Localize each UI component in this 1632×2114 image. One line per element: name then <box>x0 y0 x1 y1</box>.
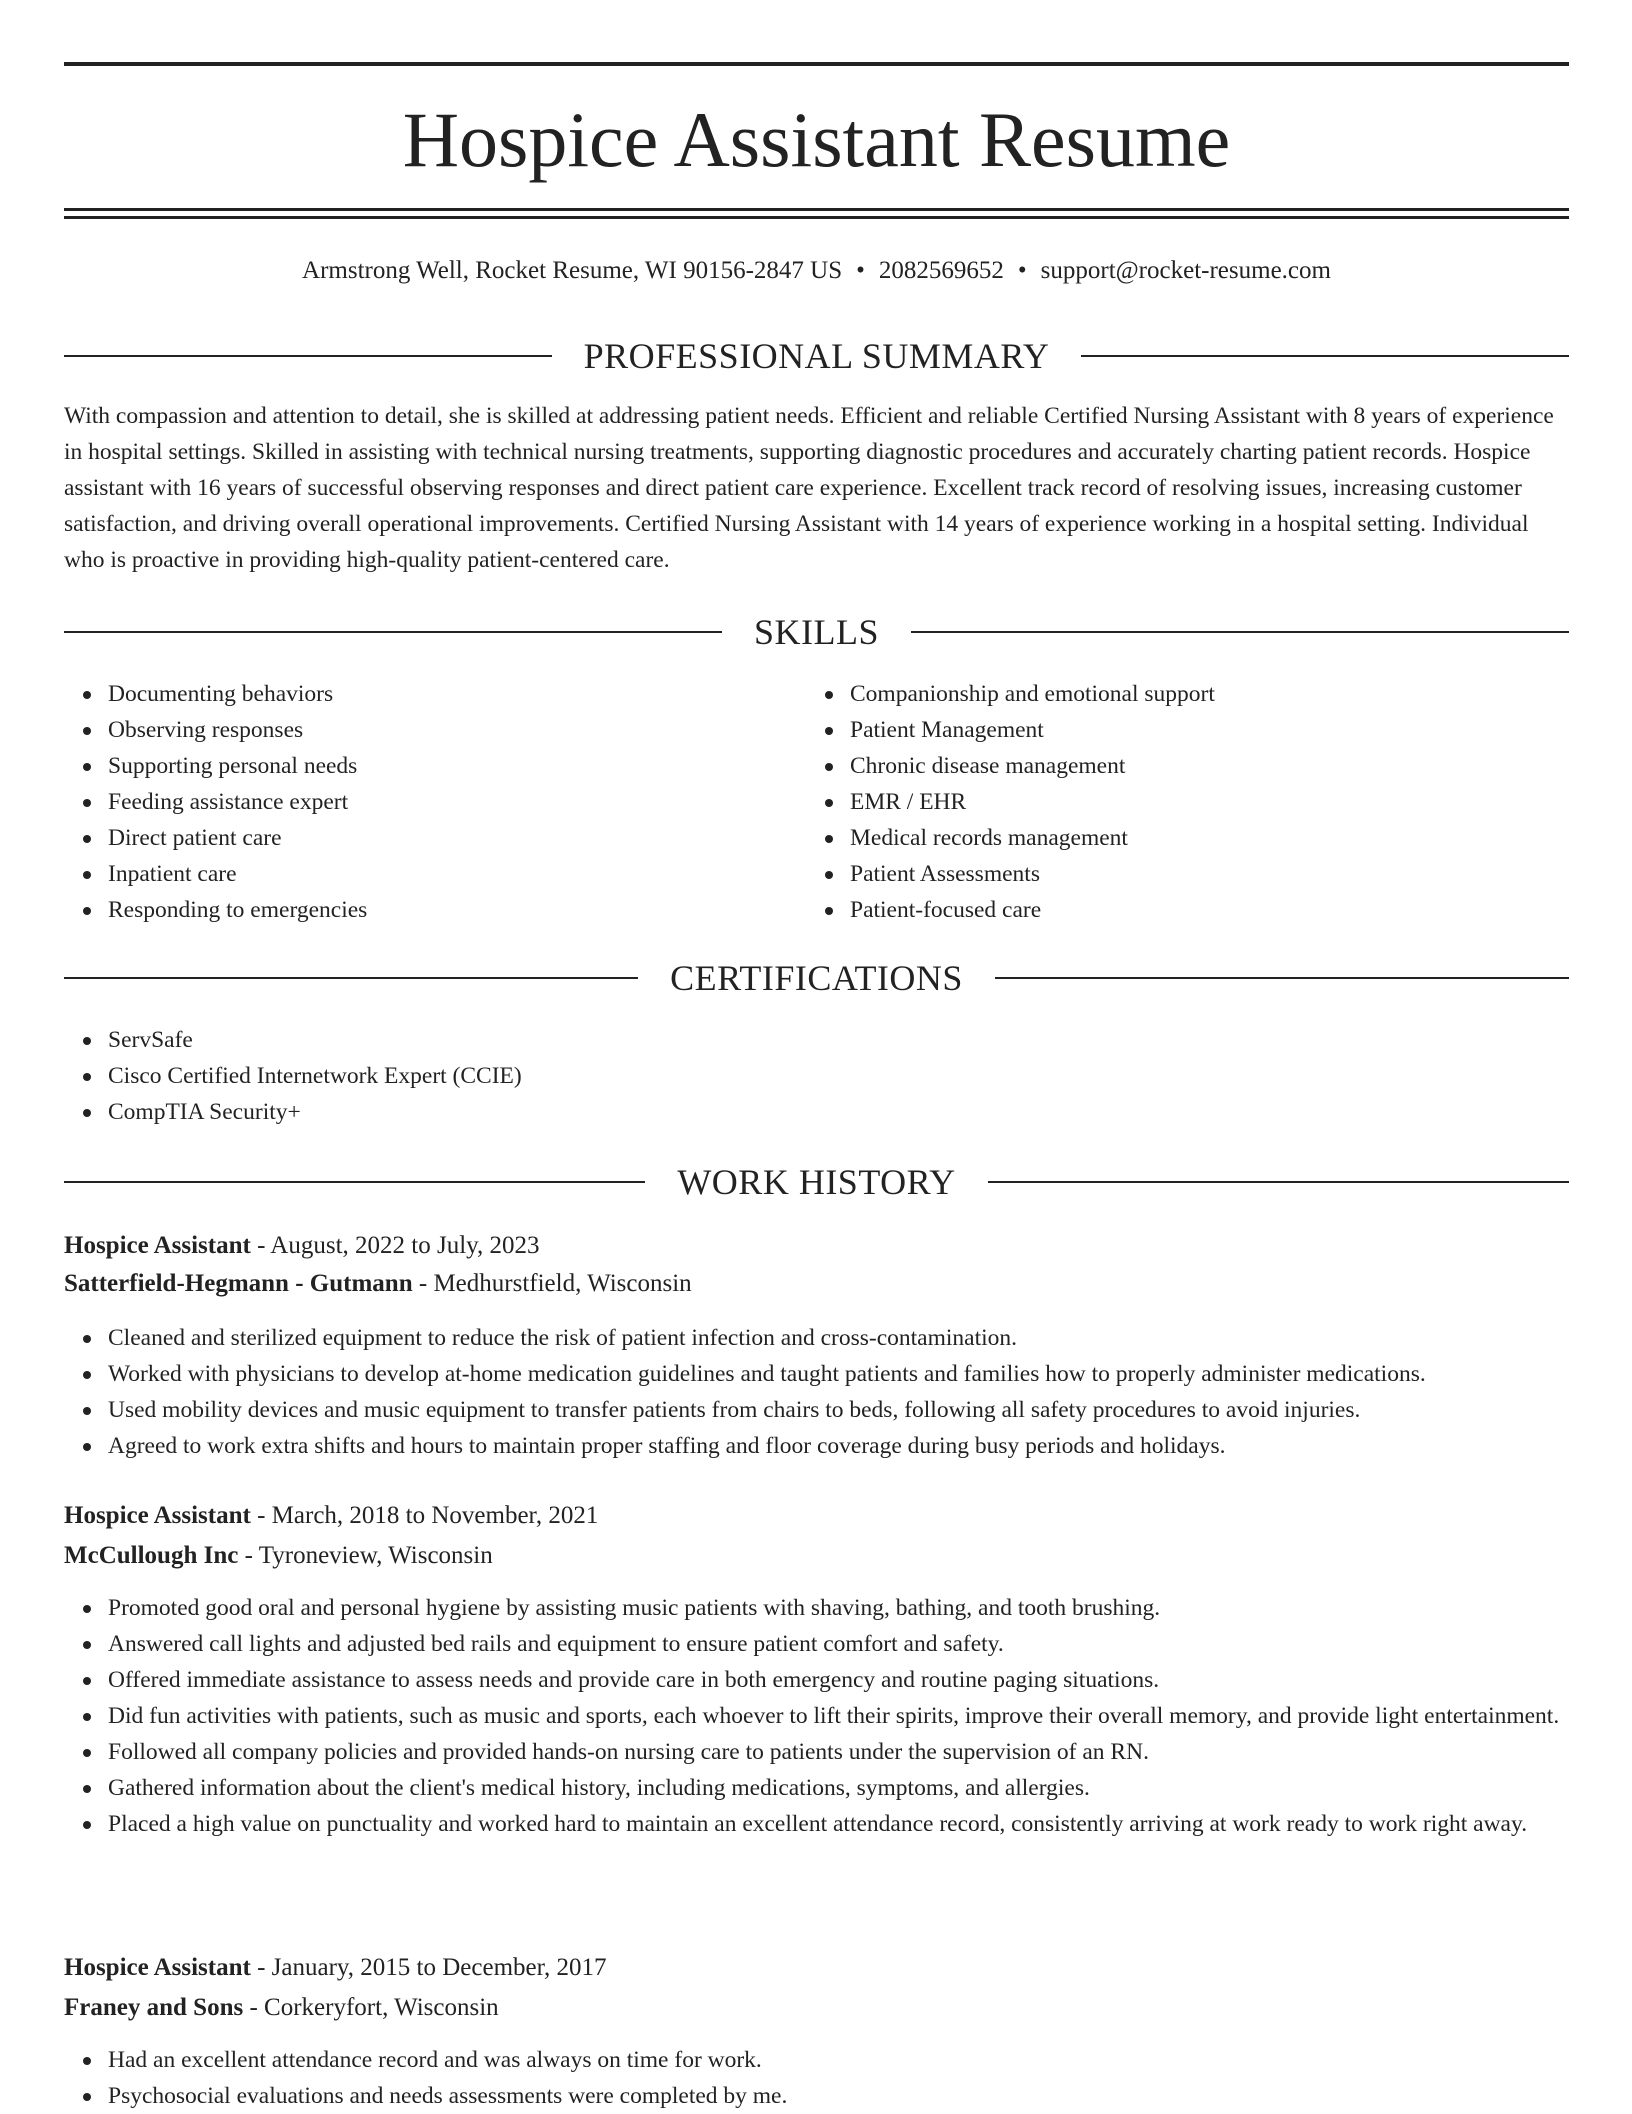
skill-item: Patient Management <box>850 712 1546 748</box>
certifications-heading <box>64 956 1569 1000</box>
contact-phone: 2082569652 <box>878 257 1004 284</box>
job-title: Hospice Assistant <box>64 1502 251 1529</box>
job-location: Medhurstfield, Wisconsin <box>433 1270 692 1297</box>
job-company: Franey and Sons <box>64 1994 244 2021</box>
contact-email: support@rocket-resume.com <box>1040 257 1331 284</box>
skill-item: Companionship and emotional support <box>850 676 1546 712</box>
divider-line <box>64 1181 645 1183</box>
header-double-rule-upper <box>64 208 1569 211</box>
header-double-rule-lower <box>64 216 1569 219</box>
skill-item: Supporting personal needs <box>108 748 804 784</box>
certifications-heading-label: CERTIFICATIONS <box>670 958 963 998</box>
job-bullet: Had an excellent attendance record and was always on time for work. <box>108 2042 1569 2078</box>
job-bullets <box>64 1320 1569 1464</box>
skill-item: Documenting behaviors <box>108 676 804 712</box>
job-company-line <box>64 1266 1569 1302</box>
skill-item: EMR / EHR <box>850 784 1546 820</box>
skill-item: Chronic disease management <box>850 748 1546 784</box>
certification-item: ServSafe <box>108 1022 1569 1058</box>
divider-line <box>64 355 552 357</box>
job-title-line <box>64 1498 1569 1534</box>
divider-line <box>64 631 722 633</box>
job-bullet: Offered immediate assistance to assess needs and provide care in both emergency and routine paging situations. <box>108 1662 1569 1698</box>
skill-item: Inpatient care <box>108 856 804 892</box>
skill-item: Feeding assistance expert <box>108 784 804 820</box>
skill-item: Patient Assessments <box>850 856 1546 892</box>
skills-heading-label: SKILLS <box>754 612 880 652</box>
job-company: McCullough Inc <box>64 1542 239 1569</box>
divider-line <box>995 977 1569 979</box>
job-bullet: Placed a high value on punctuality and worked hard to maintain an excellent attendance record, consistently arriving at work ready to work right away. <box>108 1806 1569 1842</box>
header-top-rule <box>64 62 1569 66</box>
job-bullet: Followed all company policies and provided hands-on nursing care to patients under the supervision of an RN. <box>108 1734 1569 1770</box>
job-title: Hospice Assistant <box>64 1954 251 1981</box>
job-bullet: Answered call lights and adjusted bed rails and equipment to ensure patient comfort and safety. <box>108 1626 1569 1662</box>
job-title: Hospice Assistant <box>64 1232 251 1259</box>
job-bullet: Gathered information about the client's medical history, including medications, symptoms, and allergies. <box>108 1770 1569 1806</box>
job-bullet: Agreed to work extra shifts and hours to maintain proper staffing and floor coverage during busy periods and holidays. <box>108 1428 1569 1464</box>
summary-heading-label: PROFESSIONAL SUMMARY <box>583 336 1050 376</box>
skills-heading <box>64 610 1569 654</box>
divider-line <box>1081 355 1569 357</box>
summary-heading <box>64 334 1569 378</box>
job-bullet: Worked with physicians to develop at-home medication guidelines and taught patients and families how to properly administer medications. <box>108 1356 1569 1392</box>
job-title-line <box>64 1950 1569 1986</box>
page-title: Hospice Assistant Resume <box>402 96 1231 183</box>
summary-text: With compassion and attention to detail, she is skilled at addressing patient needs. Efficient and reliable Certified Nursing Assistant with 8 years of experience in hospital settings. Skilled in assisting with technical nursing treatments, supporting diagnostic procedures and accurately charting patient records. Hospice assistant with 16 years of successful observing responses and direct patient care experience. Excellent track record of resolving issues, increasing customer satisfaction, and driving overall operational improvements. Certified Nursing Assistant with 14 years of experience working in a hospital setting. Individual who is proactive in providing high-quality patient-centered care. <box>64 403 1554 573</box>
skills-left-column <box>64 676 804 928</box>
job-bullet: Did fun activities with patients, such as music and sports, each whoever to lift their spirits, improve their overall memory, and provide light entertainment. <box>108 1698 1569 1734</box>
job-dash: - <box>250 1232 271 1259</box>
job-bullet: Psychosocial evaluations and needs assessments were completed by me. <box>108 2078 1569 2114</box>
divider-line <box>988 1181 1569 1183</box>
certification-item: Cisco Certified Internetwork Expert (CCIE) <box>108 1058 1569 1094</box>
job-location: Corkeryfort, Wisconsin <box>264 1994 499 2021</box>
job-bullet: Promoted good oral and personal hygiene by assisting music patients with shaving, bathing, and tooth brushing. <box>108 1590 1569 1626</box>
work-history-heading <box>64 1160 1569 1204</box>
contact-line <box>64 254 1569 288</box>
job-dates: March, 2018 to November, 2021 <box>271 1502 599 1529</box>
job-bullet: Cleaned and sterilized equipment to reduce the risk of patient infection and cross-contamination. <box>108 1320 1569 1356</box>
job-dash: - <box>250 1954 272 1981</box>
skills-right-column <box>806 676 1546 928</box>
job-bullets <box>64 2042 1569 2114</box>
skill-item: Responding to emergencies <box>108 892 804 928</box>
contact-separator: • <box>856 257 865 284</box>
job-dash: - <box>243 1994 265 2021</box>
work-history-heading-label: WORK HISTORY <box>677 1162 956 1202</box>
contact-address: Armstrong Well, Rocket Resume, WI 90156-2847 US <box>302 257 843 284</box>
job-dates: August, 2022 to July, 2023 <box>270 1232 540 1259</box>
skill-item: Patient-focused care <box>850 892 1546 928</box>
job-dates: January, 2015 to December, 2017 <box>271 1954 607 1981</box>
skill-item: Medical records management <box>850 820 1546 856</box>
job-company-line <box>64 1990 1569 2026</box>
contact-separator: • <box>1017 257 1027 284</box>
certifications-list <box>64 1022 1569 1130</box>
job-company: Satterfield-Hegmann - Gutmann <box>64 1270 413 1297</box>
job-location: Tyroneview, Wisconsin <box>258 1542 493 1569</box>
job-dash: - <box>250 1502 272 1529</box>
job-dash: - <box>238 1542 259 1569</box>
skill-item: Observing responses <box>108 712 804 748</box>
certification-item: CompTIA Security+ <box>108 1094 1569 1130</box>
job-bullet: Used mobility devices and music equipment to transfer patients from chairs to beds, following all safety procedures to avoid injuries. <box>108 1392 1569 1428</box>
job-dash: - <box>412 1270 434 1297</box>
job-title-line <box>64 1228 1569 1264</box>
job-bullets <box>64 1590 1569 1842</box>
divider-line <box>64 977 638 979</box>
divider-line <box>911 631 1569 633</box>
job-company-line <box>64 1538 1569 1574</box>
skill-item: Direct patient care <box>108 820 804 856</box>
